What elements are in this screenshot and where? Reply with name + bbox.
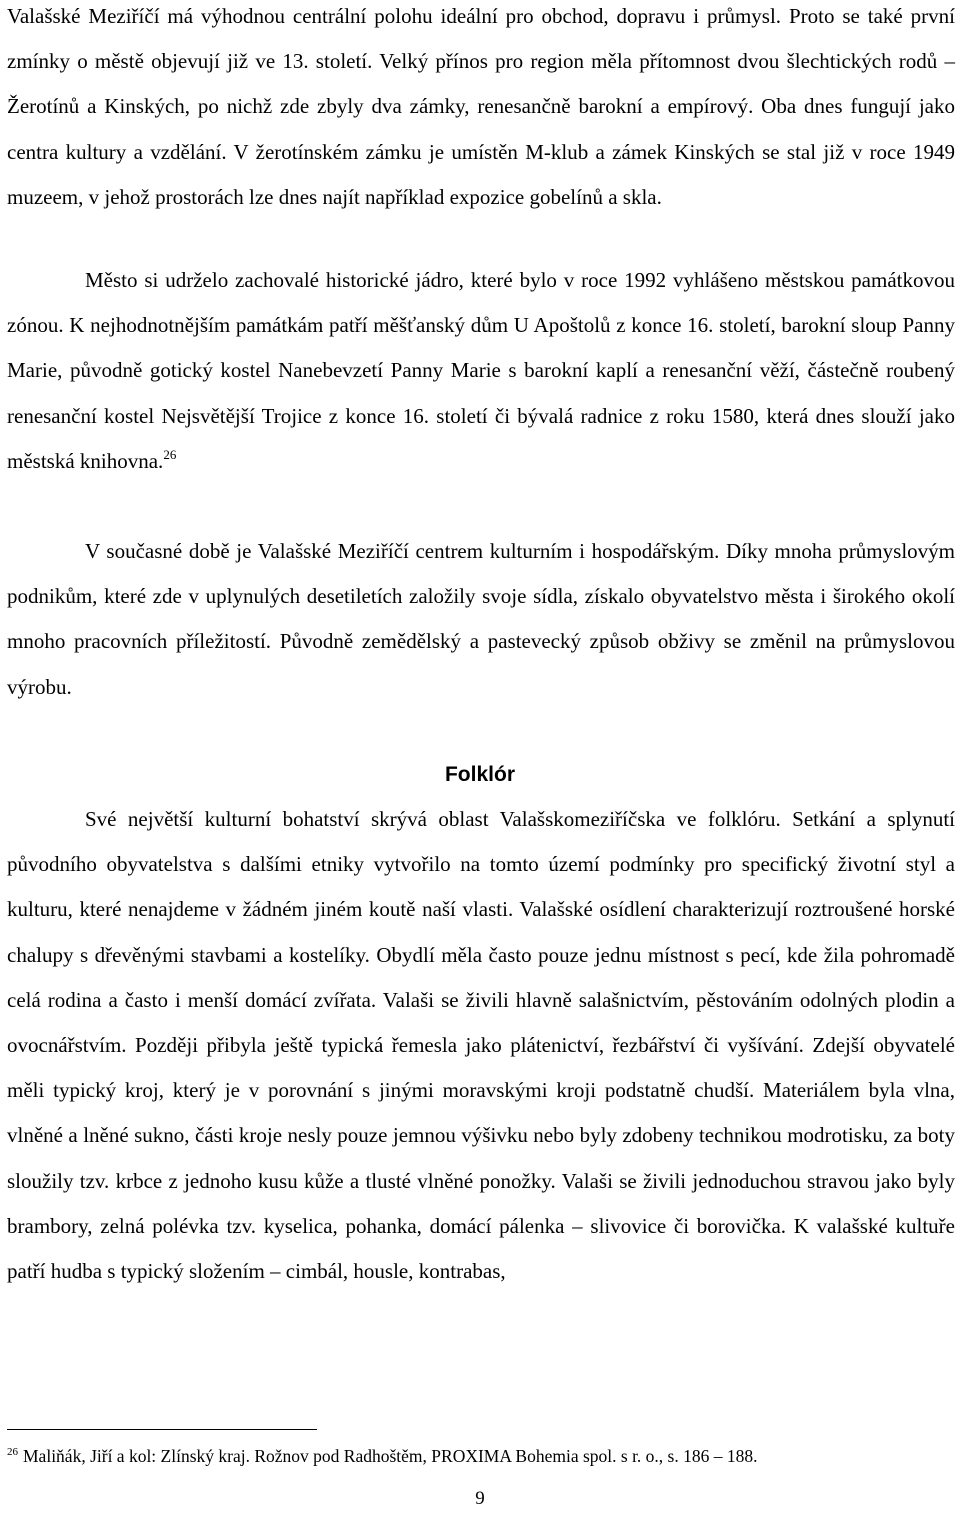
footnote-number: 26 — [7, 1446, 18, 1458]
paragraph-monuments-text: Město si udrželo zachovalé historické jádro, které bylo v roce 1992 vyhlášeno městskou památkovou zónou. K nejhodnotnějším památkám patří měšťanský dům U Apoštolů z konce 16. století, barokní sloup Panny Marie, původně gotický kostel Nanebevzetí Panny Marie s barokní kaplí a renesanční věží, částečně roubený renesanční kostel Nejsvětější Trojice z konce 16. století či bývalá radnice z roku 1580, která dnes slouží jako městská knihovna. — [7, 268, 955, 473]
paragraph-present-text: V současné době je Valašské Meziříčí centrem kulturním i hospodářským. Díky mnoha průmyslovým podnikům, které zde v uplynulých desetiletích založily svoje sídla, získalo obyvatelstvo města i širokého okolí mnoho pracovních příležitostí. Původně zemědělský a pastevecký způsob obživy se změnil na průmyslovou výrobu. — [7, 539, 955, 699]
paragraph-folklore — [7, 797, 955, 1294]
footnote-reference: 26 — [163, 446, 177, 462]
paragraph-history — [7, 0, 955, 220]
paragraph-monuments — [7, 258, 955, 484]
page-number: 9 — [475, 1488, 485, 1509]
section-heading: Folklór — [444, 763, 515, 786]
footnote-divider — [7, 1429, 317, 1430]
footnote — [7, 1443, 955, 1469]
paragraph-present — [7, 529, 955, 710]
footnote-text: Maliňák, Jiří a kol: Zlínský kraj. Rožnov pod Radhoštěm, PROXIMA Bohemia spol. s r. o., s. 186 – 188. — [23, 1446, 758, 1466]
paragraph-folklore-text: Své největší kulturní bohatství skrývá oblast Valašskomeziříčska ve folklóru. Setkání a splynutí původního obyvatelstva s dalšími etniky vytvořilo na tomto území podmínky pro specifický životní styl a kulturu, které nenajdeme v žádném jiném koutě naší vlasti. Valašské osídlení charakterizují roztroušené horské chalupy s dřevěnými stavbami a kostelíky. Obydlí měla často pouze jednu místnost s pecí, kde žila pohromadě celá rodina a často i menší domácí zvířata. Valaši se živili hlavně salašnictvím, pěstováním odolných plodin a ovocnářstvím. Později přibyla ještě typická řemesla jako plátenictví, řezbářství či vyšívání. Zdejší obyvatelé měli typický kroj, který je v porovnání s jinými moravskými kroji podstatně chudší. Materiálem byla vlna, vlněné a lněné sukno, části kroje nesly pouze jemnou výšivku nebo byly zdobeny technikou modrotisku, za boty sloužily tzv. krbce z jednoho kusu kůže a tlusté vlněné ponožky. Valaši se živili jednoduchou stravou jako byly brambory, zelná polévka tzv. kyselica, pohanka, domácí pálenka – slivovice či borovička. K valašské kultuře patří hudba s typický složením – cimbál, housle, kontrabas, — [7, 807, 955, 1284]
paragraph-history-text: Valašské Meziříčí má výhodnou centrální polohu ideální pro obchod, dopravu i průmysl. Proto se také první zmínky o městě objevují již ve 13. století. Velký přínos pro region měla přítomnost dvou šlechtických rodů – Žerotínů a Kinských, po nichž zde zbyly dva zámky, renesančně barokní a empírový. Oba dnes fungují jako centra kultury a vzdělání. V žerotínském zámku je umístěn M-klub a zámek Kinských se stal již v roce 1949 muzeem, v jehož prostorách lze dnes najít například expozice gobelínů a skla. — [7, 4, 955, 209]
